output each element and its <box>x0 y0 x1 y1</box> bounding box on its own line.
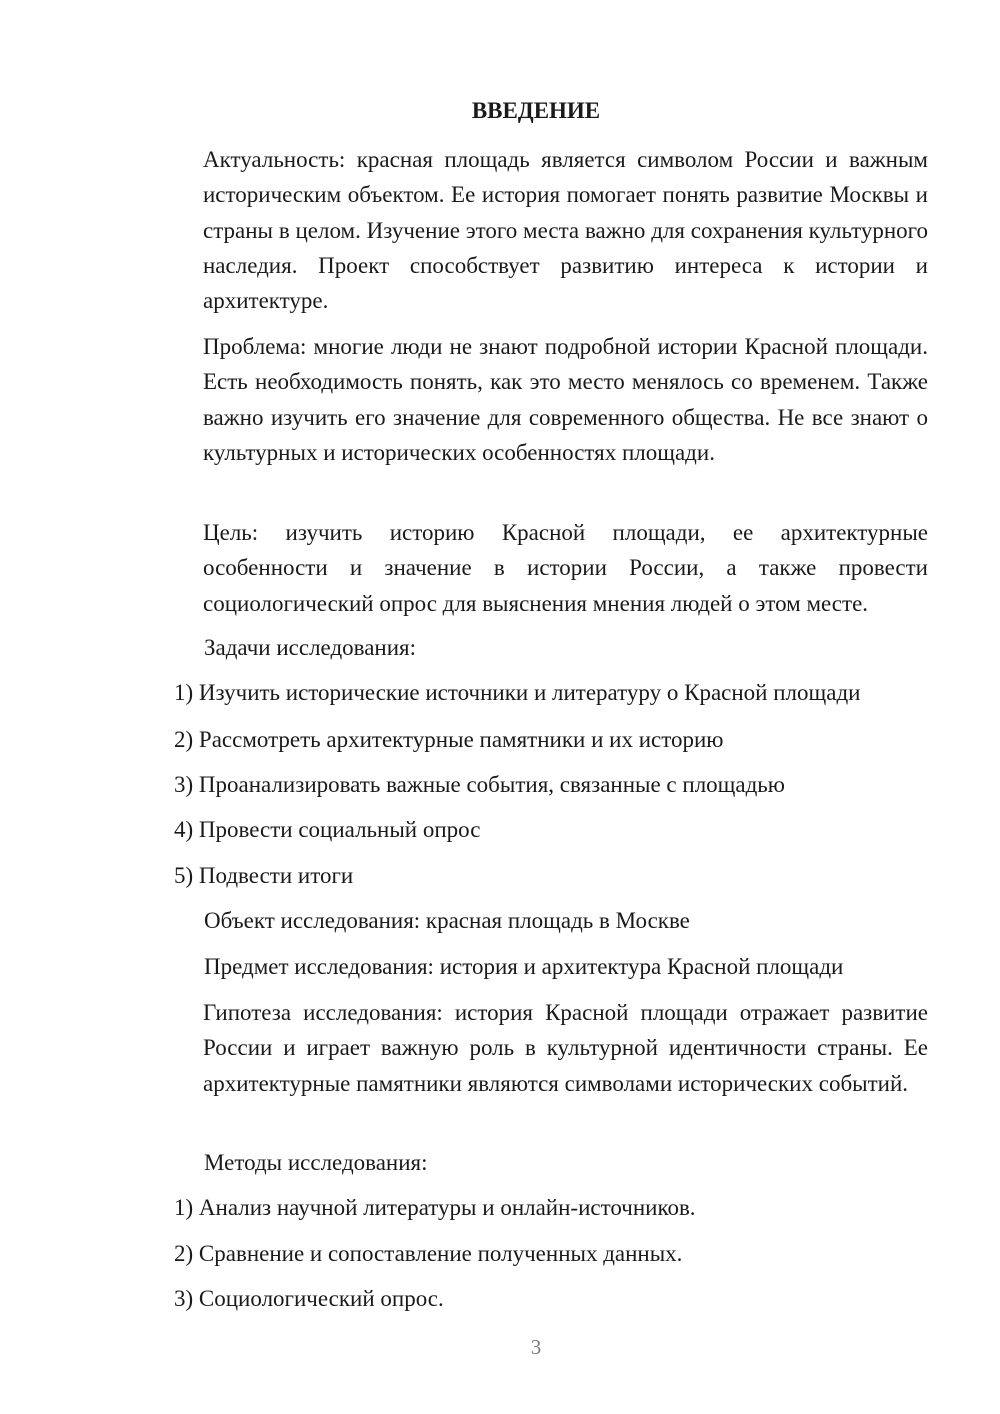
page-number: 3 <box>530 1335 542 1359</box>
research-subject: Предмет исследования: история и архитектура Красной площади <box>204 954 844 979</box>
page-title: ВВЕДЕНИЕ <box>471 98 601 123</box>
paragraph-goal-text: Цель: изучить историю Красной площади, ее архитектурные особенности и значение в истории России, а также провести социологический опрос для выяснения мнения людей о этом месте. <box>203 520 928 616</box>
paragraph-problem <box>144 329 928 470</box>
list-item: 1) Изучить исторические источники и литературу о Красной площади <box>174 680 861 705</box>
paragraph-relevance <box>144 142 928 318</box>
list-item: 4) Провести социальный опрос <box>174 817 481 842</box>
paragraph-goal <box>144 515 928 621</box>
list-item: 2) Сравнение и сопоставление полученных данных. <box>174 1241 683 1266</box>
paragraph-hypothesis-text: Гипотеза исследования: история Красной площади отражает развитие России и играет важную роль в культурной идентичности страны. Ее архитектурные памятники являются символами исторических событий. <box>203 1000 928 1096</box>
tasks-heading: Задачи исследования: <box>204 635 417 660</box>
paragraph-problem-text: Проблема: многие люди не знают подробной истории Красной площади. Есть необходимость понять, как это место менялось со временем. Также важно изучить его значение для современного общества. Не все знают о культурных и исторических особенностях площади. <box>203 334 928 465</box>
paragraph-relevance-text: Актуальность: красная площадь является символом России и важным историческим объектом. Ее история помогает понять развитие Москвы и страны в целом. Изучение этого места важно для сохранения культурного наследия. Проект способствует развитию интереса к истории и архитектуре. <box>203 147 928 314</box>
list-item: 3) Проанализировать важные события, связанные с площадью <box>174 772 785 797</box>
list-item: 5) Подвести итоги <box>174 863 354 888</box>
list-item: 2) Рассмотреть архитектурные памятники и их историю <box>174 727 724 752</box>
research-object: Объект исследования: красная площадь в Москве <box>204 908 690 933</box>
methods-heading: Методы исследования: <box>204 1150 428 1175</box>
list-item: 3) Социологический опрос. <box>174 1286 444 1311</box>
paragraph-hypothesis <box>144 995 928 1101</box>
list-item: 1) Анализ научной литературы и онлайн-источников. <box>174 1195 696 1220</box>
